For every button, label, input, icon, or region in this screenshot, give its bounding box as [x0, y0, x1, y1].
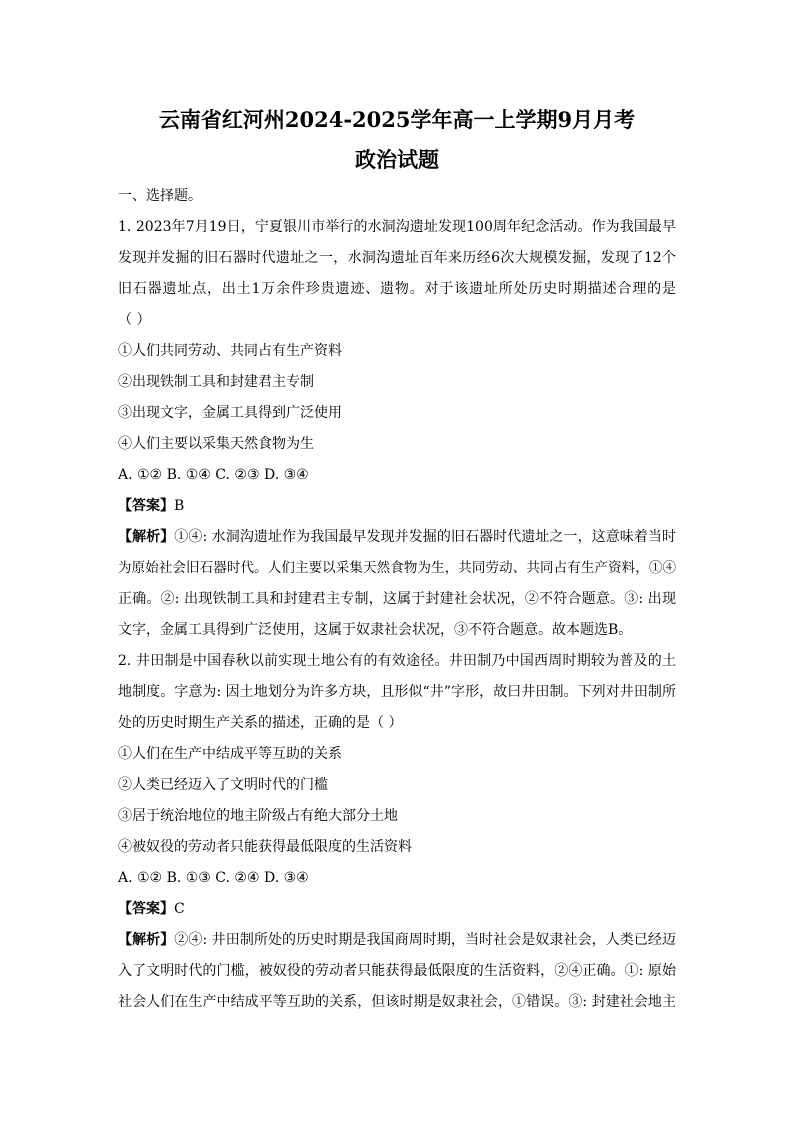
- q2-answer-label: 【答案】: [118, 901, 174, 917]
- q1-answer-value: B: [174, 498, 185, 514]
- q2-stem-line-3: 处的历史时期生产关系的描述，正确的是（ ）: [118, 715, 403, 731]
- q1-option-3: ③出现文字，金属工具得到广泛使用: [118, 405, 342, 421]
- q1-analysis-line-1: [118, 527, 676, 547]
- q2-option-3: ③居于统治地位的地主阶级占有绝大部分土地: [118, 808, 398, 824]
- q2-stem-line-1: 2. 井田制是中国春秋以前实现土地公有的有效途径。井田制乃中国西周时期较为普及的土: [118, 653, 676, 669]
- q1-stem-line-1: 1. 2023年7月19日，宁夏银川市举行的水洞沟遗址发现100周年纪念活动。作为我国最早: [118, 219, 676, 235]
- q1-analysis-text-1: ①④: 水洞沟遗址作为我国最早发现并发掘的旧石器时代遗址之一，这意味着当时: [174, 529, 676, 545]
- q2-choices: A. ①② B. ①③ C. ②④ D. ③④: [118, 870, 309, 886]
- q1-analysis-line-4: 文字，金属工具得到广泛使用，这属于奴隶社会状况，③不符合题意。故本题选B。: [118, 622, 633, 638]
- section-heading: 一、选择题。: [118, 188, 202, 204]
- q2-analysis-text-1: ②④: 井田制所处的历史时期是我国商周时期，当时社会是奴隶社会，人类已经迈: [174, 932, 676, 948]
- q1-choices: A. ①② B. ①④ C. ②③ D. ③④: [118, 467, 309, 483]
- q1-analysis-line-2: 为原始社会旧石器时代。人们主要以采集天然食物为生，共同劳动、共同占有生产资料，①④: [118, 560, 676, 576]
- q1-stem-line-3: 旧石器遗址点，出土1万余件珍贵遗迹、遗物。对于该遗址所处历史时期描述合理的是: [118, 281, 676, 297]
- q2-stem-line-2: 地制度。字意为: 因土地划分为许多方块，且形似“井”字形，故曰井田制。下列对井田制所: [118, 684, 676, 700]
- q1-option-2: ②出现铁制工具和封建君主专制: [118, 374, 314, 390]
- q2-option-1: ①人们在生产中结成平等互助的关系: [118, 746, 342, 762]
- document-subtitle: 政治试题: [355, 147, 439, 172]
- q2-answer: [118, 899, 185, 919]
- q1-option-1: ①人们共同劳动、共同占有生产资料: [118, 343, 342, 359]
- q2-analysis-label: 【解析】: [118, 932, 175, 948]
- q2-option-2: ②人类已经迈入了文明时代的门槛: [118, 777, 328, 793]
- q1-analysis-line-3: 正确。②: 出现铁制工具和封建君主专制，这属于封建社会状况，②不符合题意。③: 出现: [118, 591, 676, 607]
- document-title: 云南省红河州2024-2025学年高一上学期9月月考: [158, 107, 636, 132]
- q1-stem-line-4: （ ）: [118, 312, 151, 328]
- q2-answer-value: C: [174, 901, 185, 917]
- q1-analysis-label: 【解析】: [118, 529, 175, 545]
- q1-answer-label: 【答案】: [118, 498, 174, 514]
- q2-analysis-line-2: 入了文明时代的门槛，被奴役的劳动者只能获得最低限度的生活资料，②④正确。①: 原始: [118, 963, 676, 979]
- q2-analysis-line-1: [118, 930, 676, 950]
- q2-analysis-line-3: 社会人们在生产中结成平等互助的关系，但该时期是奴隶社会，①错误。③: 封建社会地主: [118, 994, 676, 1010]
- q2-option-4: ④被奴役的劳动者只能获得最低限度的生活资料: [118, 839, 412, 855]
- q1-option-4: ④人们主要以采集天然食物为生: [118, 436, 314, 452]
- q1-answer: [118, 496, 184, 516]
- q1-stem-line-2: 发现并发掘的旧石器时代遗址之一，水洞沟遗址百年来历经6次大规模发掘，发现了12个: [118, 250, 676, 266]
